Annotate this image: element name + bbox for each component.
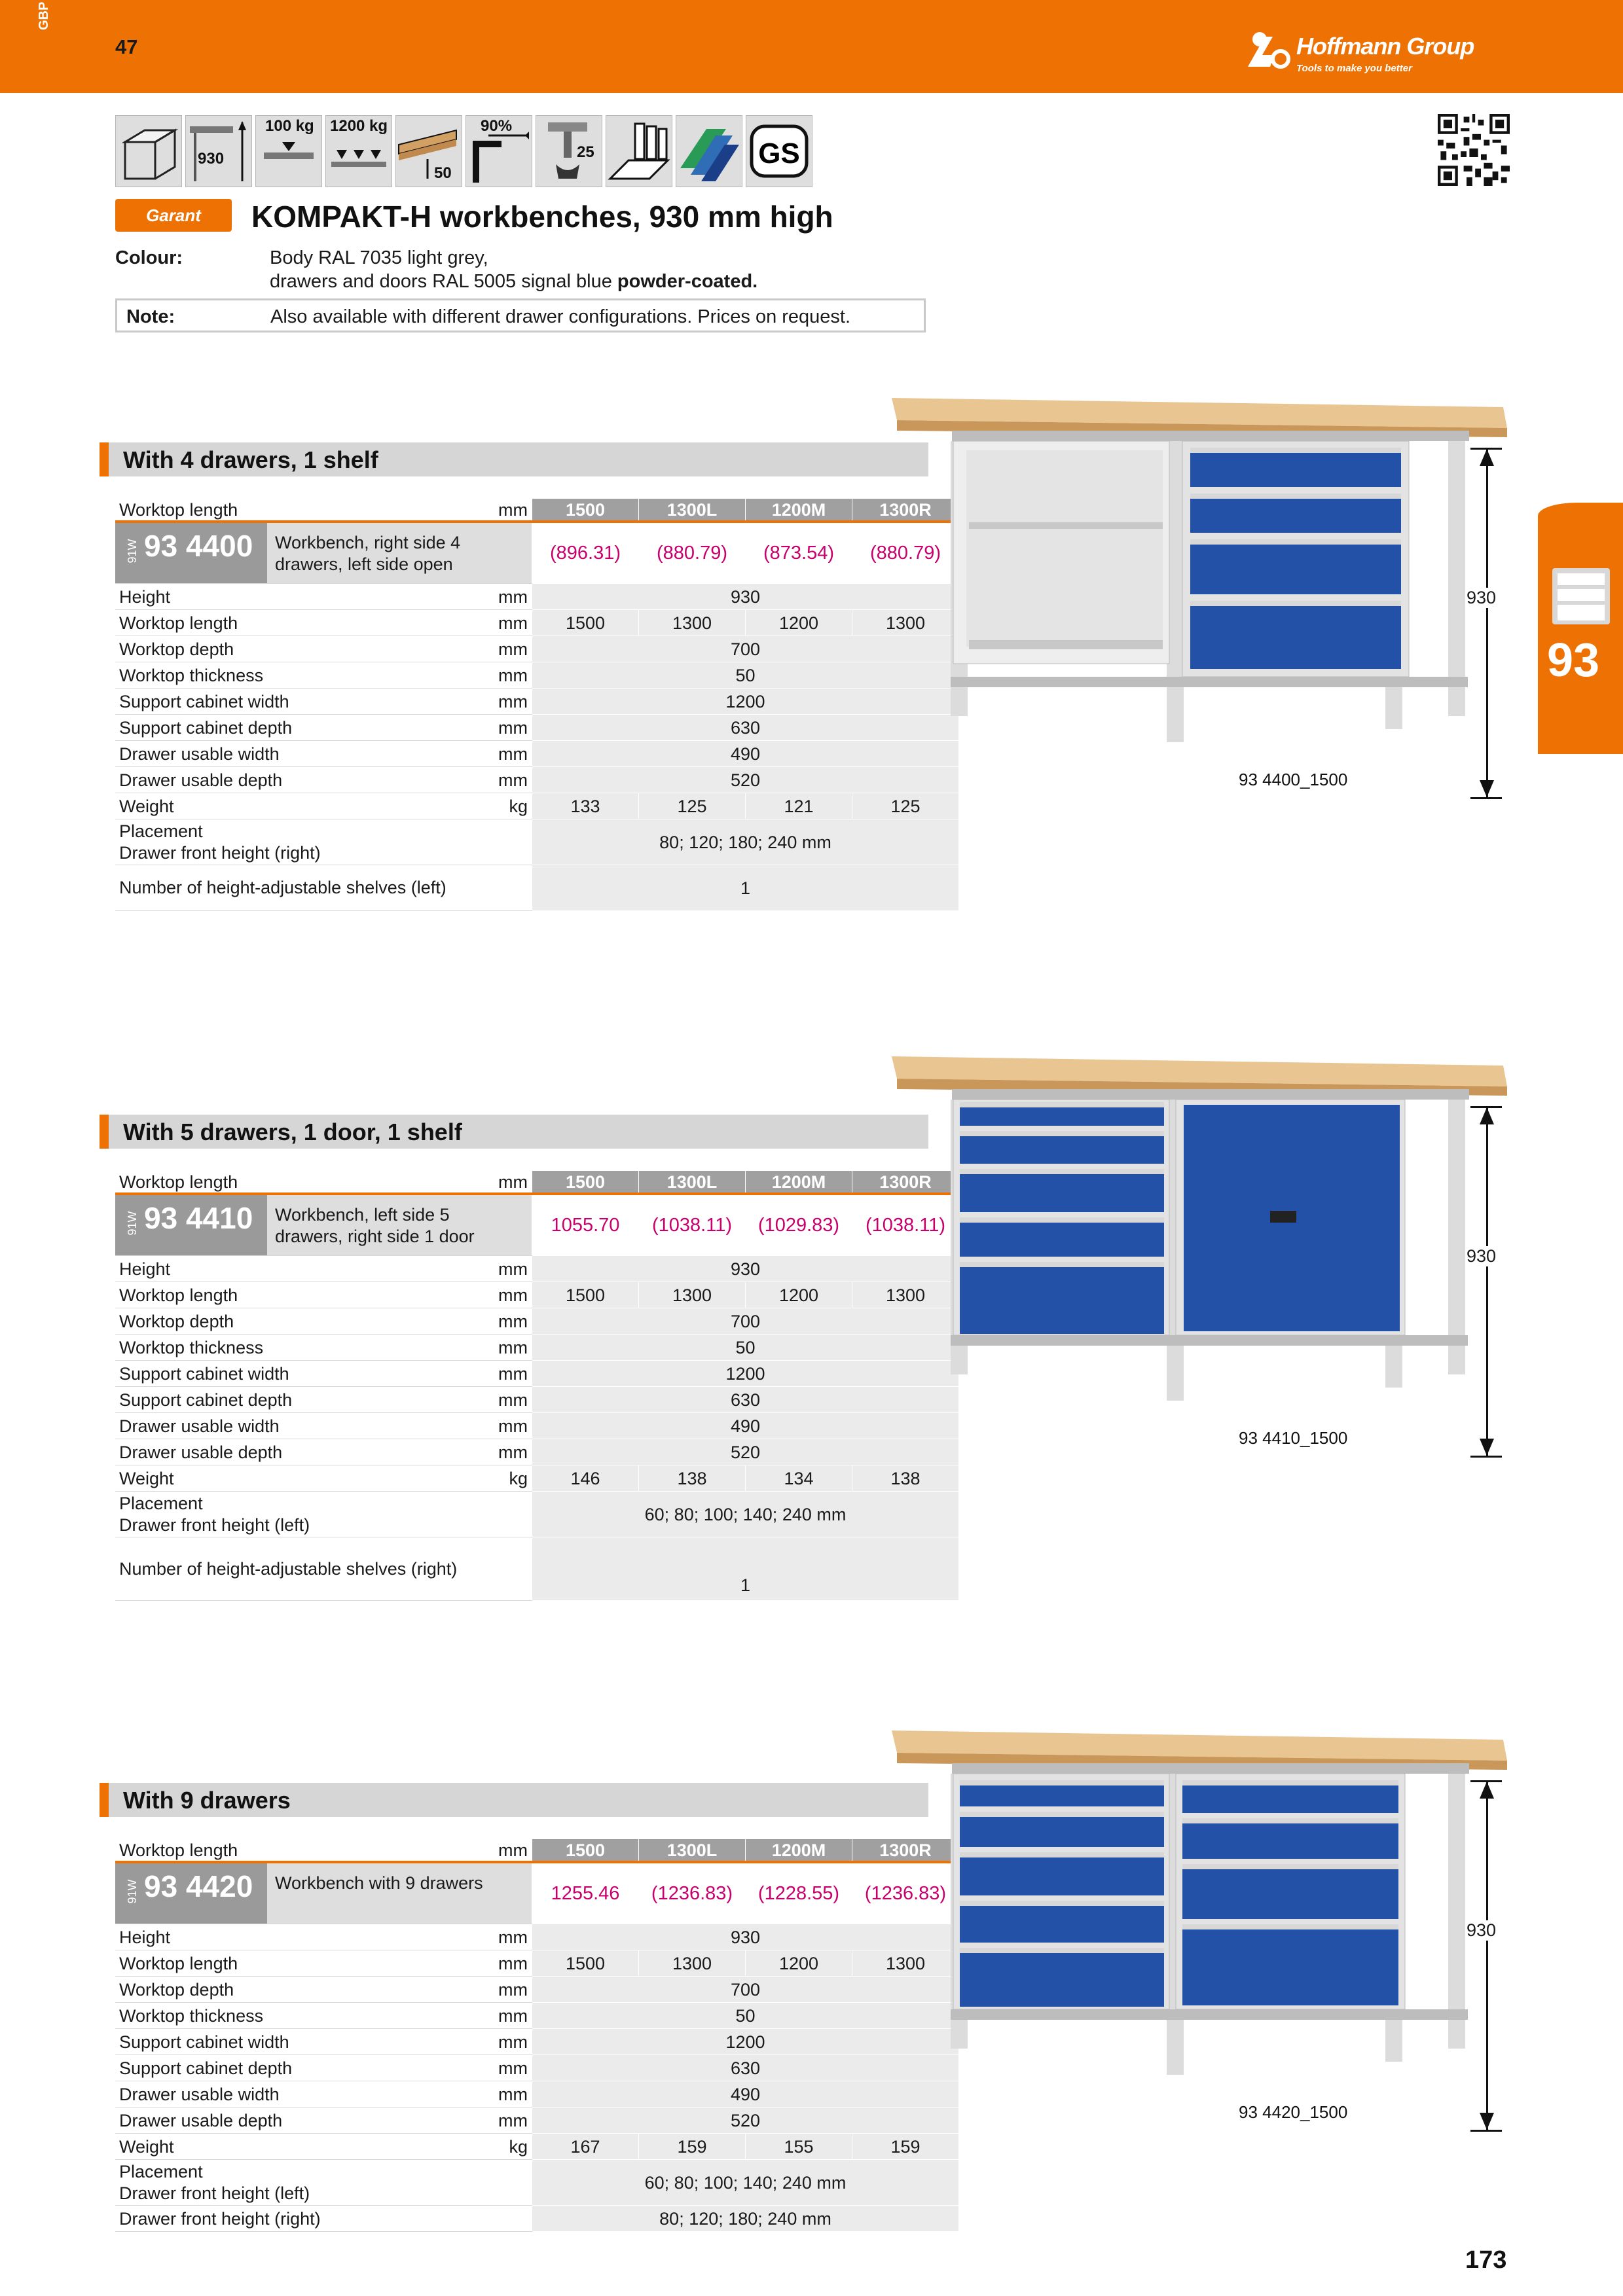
row-value: 1200 — [746, 1950, 852, 1977]
article-number-box[interactable] — [115, 1195, 267, 1255]
photo-caption: 93 4400_1500 — [1239, 770, 1348, 789]
colour-swatches-icon — [676, 115, 742, 187]
spec-table — [115, 1839, 958, 2232]
row-value: 125 — [852, 793, 959, 819]
chapter-number: 93 — [1547, 634, 1600, 687]
dimension-tick — [1470, 2130, 1502, 2132]
row-label: Weight — [115, 2134, 487, 2160]
row-label: Weight — [115, 1465, 487, 1492]
row-label: Drawer front height (right) — [115, 2206, 487, 2232]
row-unit: mm — [487, 1439, 532, 1465]
workbench-photo — [888, 391, 1510, 797]
row-value-merged: 630 — [532, 1387, 959, 1413]
row-label — [115, 2160, 487, 2206]
row-label: Number of height-adjustable shelves (left) — [115, 865, 487, 911]
article-description: Workbench with 9 drawers — [275, 1873, 483, 1893]
row-value: 1500 — [532, 1282, 639, 1308]
row-label: Support cabinet width — [115, 689, 487, 715]
spec-table — [115, 1171, 958, 1601]
row-value-merged: 1200 — [532, 689, 959, 715]
row-value-merged: 50 — [532, 662, 959, 689]
chapter-tab[interactable] — [1538, 503, 1623, 754]
article-prefix: 91W — [126, 1879, 139, 1904]
page-title: KOMPAKT-H workbenches, 930 mm high — [251, 200, 833, 234]
dimension-line — [1486, 1780, 1488, 2130]
load-1200kg-icon — [325, 115, 392, 187]
article-prefix: 91W — [126, 539, 139, 564]
icon-label: 1200 kg — [330, 117, 388, 135]
column-header: 1300R — [852, 1171, 959, 1194]
row-label: Worktop depth — [115, 1977, 487, 2003]
row-value-merged: 700 — [532, 1977, 959, 2003]
note-box — [115, 298, 926, 332]
table-row — [115, 1537, 958, 1601]
workbench-photo — [888, 1724, 1510, 2130]
region-tag: GBP — [37, 1, 51, 30]
row-label — [115, 819, 487, 865]
row-value-merged: 1 — [532, 1537, 959, 1601]
table-row — [115, 610, 958, 636]
table-row — [115, 1439, 958, 1465]
brand-tagline: Tools to make you better — [1296, 63, 1412, 74]
table-row — [115, 715, 958, 741]
table-row — [115, 584, 958, 610]
table-row — [115, 1308, 958, 1335]
row-value-merged: 60; 80; 100; 140; 240 mm — [532, 2160, 959, 2206]
row-label: Support cabinet width — [115, 2029, 487, 2055]
table-row — [115, 2003, 958, 2029]
row-unit — [487, 2206, 532, 2232]
row-label: Height — [115, 584, 487, 610]
row-label: Worktop thickness — [115, 2003, 487, 2029]
column-header: 1200M — [746, 1171, 852, 1194]
hoffmann-logo-icon — [1245, 30, 1291, 69]
row-value-merged: 630 — [532, 715, 959, 741]
table-row — [115, 636, 958, 662]
table-row — [115, 1924, 958, 1950]
table-row — [115, 1282, 958, 1308]
section-accent — [100, 1783, 109, 1817]
row-label: Support cabinet depth — [115, 1387, 487, 1413]
dimension-arrow-up-icon — [1480, 1782, 1494, 1799]
price-cell: (1038.11) — [639, 1194, 746, 1256]
table-row — [115, 767, 958, 793]
row-unit: mm — [487, 1256, 532, 1282]
row-label-line: Drawer front height (left) — [119, 2183, 310, 2203]
column-header: 1300R — [852, 1839, 959, 1862]
article-row — [115, 522, 958, 584]
article-row — [115, 1862, 958, 1924]
table-row — [115, 1492, 958, 1537]
column-header: 1500 — [532, 1839, 639, 1862]
row-value: 155 — [746, 2134, 852, 2160]
row-unit — [487, 865, 532, 911]
svg-text:GS: GS — [758, 137, 800, 170]
row-label: Number of height-adjustable shelves (right) — [115, 1537, 487, 1601]
icon-label: 100 kg — [265, 117, 314, 135]
row-label: Support cabinet depth — [115, 2055, 487, 2081]
section-heading — [100, 1783, 928, 1817]
header-unit: mm — [487, 1839, 532, 1862]
row-label: Worktop length — [115, 1950, 487, 1977]
table-row — [115, 819, 958, 865]
dimension-arrow-down-icon — [1480, 780, 1494, 797]
row-value-merged: 490 — [532, 1413, 959, 1439]
header-unit: mm — [487, 1171, 532, 1194]
price-cell: (1038.11) — [852, 1194, 959, 1256]
note-label: Note: — [126, 306, 175, 327]
row-value: 1300 — [852, 1282, 959, 1308]
table-row — [115, 662, 958, 689]
price-cell: (880.79) — [639, 522, 746, 584]
row-unit: mm — [487, 662, 532, 689]
dimension-arrow-up-icon — [1480, 449, 1494, 466]
article-number: 93 4420 — [144, 1869, 253, 1903]
dimension-line — [1486, 448, 1488, 797]
row-unit — [487, 1537, 532, 1601]
icon-label: 50 — [434, 164, 452, 182]
article-description: Workbench, left side 5 drawers, right side 1 door — [275, 1205, 475, 1246]
row-value-merged: 630 — [532, 2055, 959, 2081]
dimension-arrow-down-icon — [1480, 1439, 1494, 1456]
article-number: 93 4410 — [144, 1201, 253, 1235]
row-value: 1300 — [639, 1950, 746, 1977]
row-unit: mm — [487, 1413, 532, 1439]
price-cell: (880.79) — [852, 522, 959, 584]
photo-caption: 93 4420_1500 — [1239, 2102, 1348, 2122]
row-value: 1300 — [852, 1950, 959, 1977]
table-row — [115, 1361, 958, 1387]
section-heading — [100, 442, 928, 476]
row-label: Worktop length — [115, 610, 487, 636]
row-value: 121 — [746, 793, 852, 819]
header-label: Worktop length — [115, 1839, 487, 1862]
row-value-merged: 930 — [532, 1924, 959, 1950]
header-unit: mm — [487, 499, 532, 522]
table-row — [115, 741, 958, 767]
table-header-row — [115, 1839, 958, 1862]
dimension-label: 930 — [1467, 1920, 1497, 1940]
row-unit: mm — [487, 689, 532, 715]
column-header: 1200M — [746, 1839, 852, 1862]
table-row — [115, 793, 958, 819]
row-label-line: Placement — [119, 2161, 203, 2181]
table-row — [115, 1335, 958, 1361]
row-unit — [487, 2160, 532, 2206]
row-label: Support cabinet depth — [115, 715, 487, 741]
row-label: Height — [115, 1924, 487, 1950]
row-value: 1200 — [746, 1282, 852, 1308]
row-value-merged: 700 — [532, 1308, 959, 1335]
row-value-merged: 520 — [532, 2108, 959, 2134]
table-header-row — [115, 1171, 958, 1194]
article-cell — [115, 522, 532, 584]
table-row — [115, 1465, 958, 1492]
table-row — [115, 2055, 958, 2081]
section-accent — [100, 442, 109, 476]
article-row — [115, 1194, 958, 1256]
column-header: 1300L — [639, 1839, 746, 1862]
row-unit: mm — [487, 2055, 532, 2081]
column-header: 1300R — [852, 499, 959, 522]
price-cell: (1236.83) — [639, 1862, 746, 1924]
row-value: 1300 — [639, 1282, 746, 1308]
row-value: 167 — [532, 2134, 639, 2160]
row-value: 133 — [532, 793, 639, 819]
column-header: 1500 — [532, 499, 639, 522]
row-unit: mm — [487, 636, 532, 662]
row-value-merged: 490 — [532, 741, 959, 767]
row-unit: kg — [487, 2134, 532, 2160]
price-cell: (896.31) — [532, 522, 639, 584]
icon-label: 90% — [481, 117, 513, 135]
table-row — [115, 865, 958, 911]
workbench-photo — [888, 1050, 1510, 1456]
row-value-merged: 700 — [532, 636, 959, 662]
colour-label: Colour: — [115, 247, 183, 268]
row-unit: mm — [487, 1924, 532, 1950]
row-label: Worktop depth — [115, 1308, 487, 1335]
row-label: Drawer usable width — [115, 2081, 487, 2108]
row-value: 138 — [639, 1465, 746, 1492]
row-label: Worktop length — [115, 1282, 487, 1308]
row-unit: kg — [487, 793, 532, 819]
article-cell — [115, 1862, 532, 1924]
row-value: 1500 — [532, 1950, 639, 1977]
row-value: 1500 — [532, 610, 639, 636]
row-label: Drawer usable depth — [115, 2108, 487, 2134]
dimension-line — [1486, 1106, 1488, 1456]
colour-line-1: Body RAL 7035 light grey, — [270, 247, 488, 268]
row-unit: mm — [487, 1361, 532, 1387]
article-description: Workbench, right side 4 drawers, left side open — [275, 533, 461, 574]
table-row — [115, 1256, 958, 1282]
column-header: 1200M — [746, 499, 852, 522]
row-value: 1300 — [852, 610, 959, 636]
table-row — [115, 2081, 958, 2108]
article-number-box[interactable] — [115, 1863, 267, 1924]
table-row — [115, 2206, 958, 2232]
icon-label: 25 — [577, 143, 594, 161]
table-row — [115, 689, 958, 715]
row-label-line: Placement — [119, 1493, 203, 1513]
row-unit: mm — [487, 1387, 532, 1413]
article-number: 93 4400 — [144, 529, 253, 563]
section-heading — [100, 1115, 928, 1149]
row-value-merged: 1200 — [532, 2029, 959, 2055]
row-label: Worktop thickness — [115, 662, 487, 689]
row-label: Drawer usable width — [115, 1413, 487, 1439]
section-title: With 4 drawers, 1 shelf — [123, 446, 378, 473]
dimension-tick — [1470, 797, 1502, 799]
row-unit: mm — [487, 2081, 532, 2108]
article-prefix: 91W — [126, 1211, 139, 1236]
row-label: Drawer usable depth — [115, 1439, 487, 1465]
dimension-arrow-down-icon — [1480, 2113, 1494, 2130]
column-header: 1500 — [532, 1171, 639, 1194]
row-value-merged: 50 — [532, 2003, 959, 2029]
row-label: Weight — [115, 793, 487, 819]
height-icon — [185, 115, 252, 187]
row-value: 1200 — [746, 610, 852, 636]
row-label-line: Placement — [119, 821, 203, 841]
table-row — [115, 2108, 958, 2134]
price-cell: (1228.55) — [746, 1862, 852, 1924]
row-unit — [487, 819, 532, 865]
article-cell — [115, 1194, 532, 1256]
qr-code-icon[interactable] — [1438, 114, 1510, 186]
row-unit: kg — [487, 1465, 532, 1492]
table-row — [115, 1387, 958, 1413]
row-unit: mm — [487, 1977, 532, 2003]
row-label-line: Drawer front height (right) — [119, 842, 321, 863]
row-value-merged: 1 — [532, 865, 959, 911]
row-unit: mm — [487, 610, 532, 636]
icon-label: 930 — [198, 150, 225, 168]
row-unit: mm — [487, 1308, 532, 1335]
page-number: 173 — [1465, 2246, 1507, 2274]
worktop-box-icon — [115, 115, 182, 187]
dimension-tick — [1470, 1456, 1502, 1458]
row-value-merged: 520 — [532, 767, 959, 793]
load-100kg-icon — [255, 115, 322, 187]
worktop-thickness-icon — [395, 115, 462, 187]
table-row — [115, 2160, 958, 2206]
header-label: Worktop length — [115, 499, 487, 522]
row-unit: mm — [487, 2003, 532, 2029]
row-label: Worktop depth — [115, 636, 487, 662]
photo-caption: 93 4410_1500 — [1239, 1428, 1348, 1448]
row-label: Drawer usable width — [115, 741, 487, 767]
price-cell: (1236.83) — [852, 1862, 959, 1924]
section-accent — [100, 1115, 109, 1149]
colour-line-2: drawers and doors RAL 5005 signal blue powder-coated. — [270, 271, 758, 292]
row-unit: mm — [487, 2108, 532, 2134]
price-cell: 1055.70 — [532, 1194, 639, 1256]
row-unit — [487, 1492, 532, 1537]
spec-table — [115, 499, 958, 911]
row-label: Height — [115, 1256, 487, 1282]
row-unit: mm — [487, 715, 532, 741]
row-unit: mm — [487, 2029, 532, 2055]
garant-badge: Garant — [115, 199, 232, 232]
row-value-merged: 490 — [532, 2081, 959, 2108]
drawer-cabinet-icon — [1551, 567, 1611, 626]
row-value: 159 — [852, 2134, 959, 2160]
row-value-merged: 930 — [532, 584, 959, 610]
row-label-line: Drawer front height (left) — [119, 1515, 310, 1535]
price-cell: (1029.83) — [746, 1194, 852, 1256]
table-header-row — [115, 499, 958, 522]
row-value-merged: 80; 120; 180; 240 mm — [532, 819, 959, 865]
row-unit: mm — [487, 584, 532, 610]
adjustable-feet-icon — [536, 115, 602, 187]
price-cell: 1255.46 — [532, 1862, 639, 1924]
row-value-merged: 1200 — [532, 1361, 959, 1387]
row-unit: mm — [487, 1335, 532, 1361]
table-row — [115, 1977, 958, 2003]
header-label: Worktop length — [115, 1171, 487, 1194]
catalogue-number: 47 — [115, 35, 138, 58]
table-row — [115, 1413, 958, 1439]
column-header: 1300L — [639, 499, 746, 522]
brand-name: Hoffmann Group — [1296, 33, 1474, 60]
row-label — [115, 1492, 487, 1537]
table-row — [115, 2029, 958, 2055]
section-title: With 9 drawers — [123, 1787, 291, 1814]
row-value: 146 — [532, 1465, 639, 1492]
drawer-partition-icon — [606, 115, 672, 187]
article-number-box[interactable] — [115, 523, 267, 583]
row-value: 125 — [639, 793, 746, 819]
section-title: With 5 drawers, 1 door, 1 shelf — [123, 1119, 462, 1145]
brand-logo[interactable] — [1244, 29, 1519, 81]
row-label: Support cabinet width — [115, 1361, 487, 1387]
row-value-merged: 50 — [532, 1335, 959, 1361]
row-value-merged: 520 — [532, 1439, 959, 1465]
row-value-merged: 930 — [532, 1256, 959, 1282]
drawer-extension-icon — [465, 115, 532, 187]
row-value-merged: 60; 80; 100; 140; 240 mm — [532, 1492, 959, 1537]
row-value: 1300 — [639, 610, 746, 636]
row-value: 138 — [852, 1465, 959, 1492]
dimension-arrow-up-icon — [1480, 1107, 1494, 1124]
header-bar — [0, 0, 1623, 93]
row-value: 134 — [746, 1465, 852, 1492]
row-unit: mm — [487, 1950, 532, 1977]
price-cell: (873.54) — [746, 522, 852, 584]
row-label: Worktop thickness — [115, 1335, 487, 1361]
dimension-label: 930 — [1467, 1246, 1497, 1266]
row-unit: mm — [487, 741, 532, 767]
column-header: 1300L — [639, 1171, 746, 1194]
gs-certification-icon — [746, 115, 812, 187]
row-label: Drawer usable depth — [115, 767, 487, 793]
table-row — [115, 1950, 958, 1977]
row-unit: mm — [487, 1282, 532, 1308]
note-text: Also available with different drawer configurations. Prices on request. — [270, 306, 851, 327]
row-unit: mm — [487, 767, 532, 793]
row-value-merged: 80; 120; 180; 240 mm — [532, 2206, 959, 2232]
dimension-label: 930 — [1467, 588, 1497, 607]
row-value: 159 — [639, 2134, 746, 2160]
table-row — [115, 2134, 958, 2160]
